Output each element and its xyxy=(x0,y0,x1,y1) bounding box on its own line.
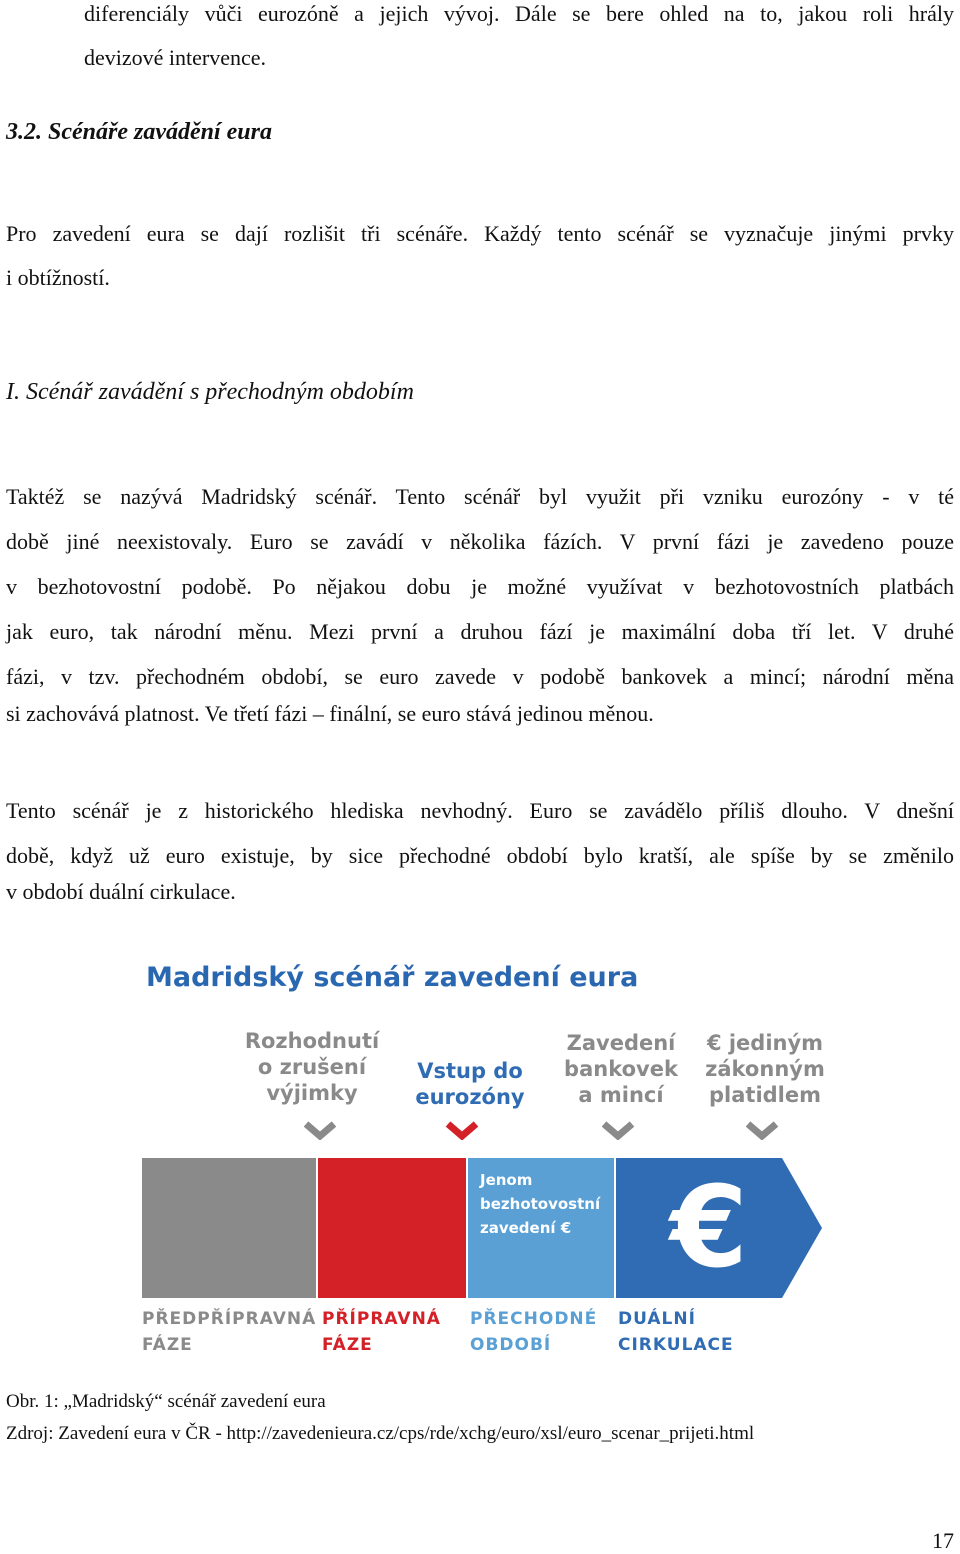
band-text: Jenom bezhotovostní zavedení € xyxy=(480,1171,601,1237)
text-line: si zachovává platnost. Ve třetí fázi – finální, se euro stává jedinou měnou. xyxy=(6,701,654,726)
chevron-down-icon xyxy=(600,1120,636,1140)
chevron-down-icon xyxy=(302,1120,338,1140)
chevron-down-icon xyxy=(444,1120,480,1140)
milestone-label: Zavedení bankovek a mincí xyxy=(564,1031,678,1107)
milestone-label: Vstup do eurozóny xyxy=(415,1059,525,1109)
phase-label: PŘÍPRAVNÁ FÁZE xyxy=(322,1309,441,1355)
text-line: době jiné neexistovaly. Euro se zavádí v několika fázích. V první fázi je zavedeno pouze xyxy=(6,529,954,554)
phase-label: DUÁLNÍ CIRKULACE xyxy=(618,1309,734,1355)
phase-label: PŘECHODNÉ OBDOBÍ xyxy=(470,1309,598,1355)
text-line: Taktéž se nazývá Madridský scénář. Tento scénář byl využit při vzniku eurozóny - v té xyxy=(6,484,954,509)
text-line: diferenciály vůči eurozóně a jejich vývoj. Dále se bere ohled na to, jakou roli hrály xyxy=(84,1,954,26)
phase-label: PŘEDPŘÍPRAVNÁ FÁZE xyxy=(142,1309,317,1355)
text-line: Pro zavedení eura se dají rozlišit tři scénáře. Každý tento scénář se vyznačuje jinými prvky xyxy=(6,221,954,246)
text-line: v bezhotovostní podobě. Po nějakou dobu je možné využívat v bezhotovostních platbách xyxy=(6,574,954,599)
figure-caption: Obr. 1: „Madridský“ scénář zavedení eura xyxy=(6,1391,326,1412)
chevron-down-icon xyxy=(744,1120,780,1140)
paragraph-scenarios xyxy=(6,220,954,248)
phase-bar-red xyxy=(318,1158,466,1298)
paragraph-intro xyxy=(84,0,954,28)
section-heading: 3.2. Scénáře zavádění eura xyxy=(6,119,272,145)
madrid-scenario-figure xyxy=(142,958,825,1358)
figure-source: Zdroj: Zavedení eura v ČR - http://zavedenieura.cz/cps/rde/xchg/euro/xsl/euro_scenar_prijeti.html xyxy=(6,1423,755,1444)
sub-heading: I. Scénář zavádění s přechodným obdobím xyxy=(6,379,414,405)
phase-bar-light-blue xyxy=(468,1158,614,1298)
euro-icon: € xyxy=(670,1163,748,1293)
milestone-label: Rozhodnutí o zrušení výjimky xyxy=(244,1029,380,1105)
text-line: v období duální cirkulace. xyxy=(6,879,236,904)
milestone-label: € jediným zákonným platidlem xyxy=(705,1031,825,1107)
text-line: i obtížností. xyxy=(6,265,110,290)
text-line: jak euro, tak národní měnu. Mezi první a druhou fází je maximální doba tří let. V druhé xyxy=(6,619,954,644)
page-number: 17 xyxy=(932,1528,954,1553)
paragraph-evaluation xyxy=(6,788,954,878)
figure-title: Madridský scénář zavedení eura xyxy=(146,962,639,993)
text-line: době, když už euro existuje, by sice přechodné období bylo kratší, ale spíše by se změnilo xyxy=(6,843,954,868)
phase-bar-grey xyxy=(142,1158,316,1298)
paragraph-madrid xyxy=(6,474,954,699)
text-line: devizové intervence. xyxy=(84,45,267,70)
text-line: fázi, v tzv. přechodném období, se euro zavede v podobě bankovek a mincí; národní měna xyxy=(6,664,954,689)
text-line: Tento scénář je z historického hlediska nevhodný. Euro se zavádělo příliš dlouho. V dnešní xyxy=(6,798,954,823)
